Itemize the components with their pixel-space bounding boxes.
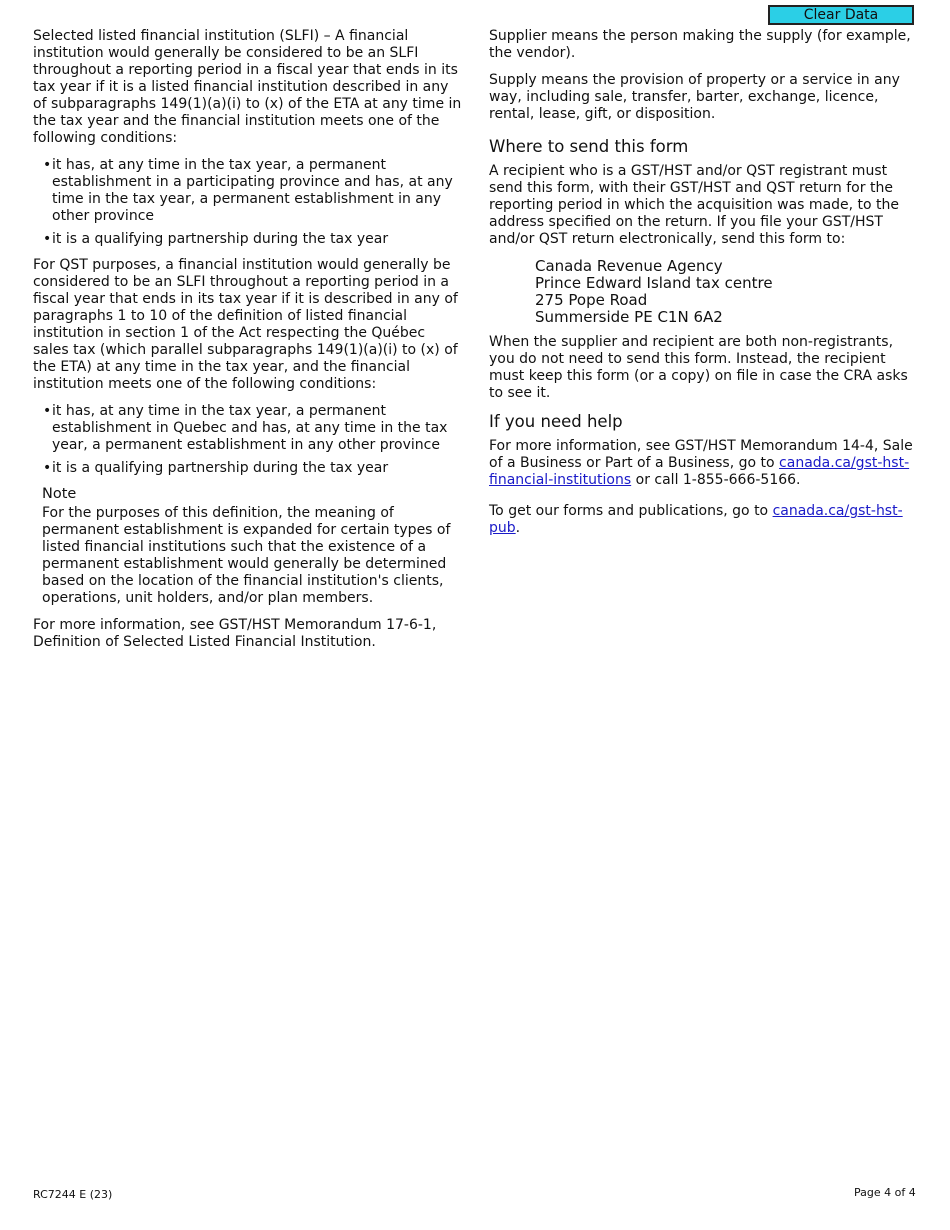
right-column [489,28,919,547]
slfi-definition: Selected listed financial institution (SLFI) – A financial institution would generally be considered to be an SLFI throughout a reporting period in a fiscal year that ends in its tax year if it is a listed financial institution described in any of subparagraphs 149(1)(a)(i) to (x) of the ETA at any time in the tax year and the financial institution meets one of the following conditions: [33,28,462,146]
address-line: Prince Edward Island tax centre [535,274,773,292]
bullet-icon: • [43,460,52,476]
form-identifier: RC7244 E (23) [33,1188,113,1201]
help-prefix: For more information, see GST/HST Memorandum 14-4, Sale of a Business or Part of a Business, go to [489,438,913,471]
non-registrants-paragraph: When the supplier and recipient are both non-registrants, you do not need to send this form. Instead, the recipient must keep this form (or a copy) on file in case the CRA asks to see it. [489,334,908,401]
address-line: Summerside PE C1N 6A2 [535,308,723,326]
list-item [43,231,463,248]
supply-definition: Supply means the provision of property or a service in any way, including sale, transfer, barter, exchange, licence, rental, lease, gift, or disposition. [489,72,900,122]
address-line: 275 Pope Road [535,291,648,309]
note-box [42,486,463,607]
forms-prefix: To get our forms and publications, go to [489,503,769,519]
list-item-text: it is a qualifying partnership during the tax year [52,460,389,476]
bullet-icon: • [43,403,52,419]
conditions-list [33,157,463,248]
help-paragraph [489,438,919,489]
mailing-address [535,258,919,326]
more-info-paragraph: For more information, see GST/HST Memorandum 17-6-1, Definition of Selected Listed Financial Institution. [33,617,437,650]
supplier-definition: Supplier means the person making the supply (for example, the vendor). [489,28,911,61]
qst-conditions-list [33,403,463,477]
left-column [33,28,463,661]
address-line: Canada Revenue Agency [535,257,723,275]
help-suffix: or call 1-855-666-5166. [635,472,801,488]
list-item-text: it has, at any time in the tax year, a permanent establishment in a participating province and has, at any time in the tax year, a permanent establishment in any other province [52,157,453,224]
list-item-text: it has, at any time in the tax year, a permanent establishment in Quebec and has, at any time in the tax year, a permanent establishment in any other province [52,403,448,453]
forms-paragraph [489,503,919,537]
bullet-icon: • [43,231,52,247]
publications-link[interactable]: canada.ca/gst-hst-pub [489,503,903,536]
help-heading: If you need help [489,412,623,431]
note-title: Note [42,486,77,502]
page-number: Page 4 of 4 [854,1186,916,1199]
list-item-text: it is a qualifying partnership during the tax year [52,231,389,247]
where-to-send-heading: Where to send this form [489,137,689,156]
financial-institutions-link[interactable]: canada.ca/gst-hst-financial-institutions [489,455,910,488]
where-to-send-paragraph: A recipient who is a GST/HST and/or QST registrant must send this form, with their GST/HST and QST return for the reporting period in which the acquisition was made, to the address specified on the return. If you file your GST/HST and/or QST return electronically, send this form to: [489,163,900,247]
list-item [43,460,463,477]
qst-paragraph: For QST purposes, a financial institution would generally be considered to be an SLFI throughout a reporting period in a fiscal year that ends in its tax year if it is described in any of paragraphs 1 to 10 of the definition of listed financial institution in section 1 of the Act respecting the Québec sales tax (which parallel subparagraphs 149(1)(a)(i) to (x) of the ETA) at any time in the tax year, and the financial institution meets one of the following conditions: [33,257,458,392]
note-text: For the purposes of this definition, the meaning of permanent establishment is expanded for certain types of listed financial institutions such that the existence of a permanent establishment would generally be determined based on the location of the financial institution's clients, operations, unit holders, and/or plan members. [42,505,451,606]
clear-data-button[interactable]: Clear Data [768,5,914,25]
list-item [43,403,463,454]
bullet-icon: • [43,157,52,173]
list-item [43,157,463,225]
forms-suffix: . [515,520,521,536]
